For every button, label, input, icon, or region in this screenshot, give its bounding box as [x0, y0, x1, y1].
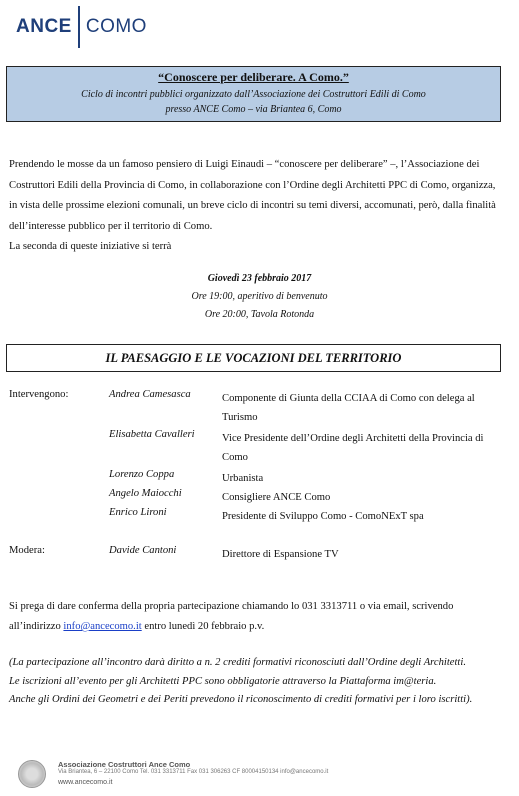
speaker-name: Andrea Camesasca [109, 389, 191, 400]
moderator-row [9, 545, 509, 564]
confirm-text-before: Si prega di dare conferma della propria partecipazione chiamando lo 031 3313711 o via email, scrivendo all’indirizzo [9, 601, 454, 632]
credits-line-2: Le iscrizioni all’evento per gli Architetti PPC sono obbligatorie attraverso la Piattaforma im@teria. [9, 675, 437, 687]
credits-line-1: (La partecipazione all’incontro darà diritto a n. 2 crediti formativi riconosciuti dall’Ordine degli Architetti. [9, 657, 466, 668]
speaker-role: Componente di Giunta della CCIAA di Como con delega al Turismo [222, 393, 475, 423]
speakers-list [9, 389, 509, 526]
speaker-row [9, 507, 509, 526]
speaker-name: Lorenzo Coppa [109, 469, 175, 480]
logo-brand: ANCE [16, 16, 72, 37]
speaker-row [9, 469, 509, 488]
ance-logo [16, 6, 147, 48]
event-time-aperitivo: Ore 19:00, aperitivo di benvenuto [191, 291, 328, 302]
moderator-label: Modera: [9, 545, 45, 556]
intro-text [9, 155, 501, 258]
speakers-label: Intervengono: [9, 389, 69, 400]
topic-title: IL PAESAGGIO E LE VOCAZIONI DEL TERRITORIO [6, 344, 501, 372]
speaker-role: Presidente di Sviluppo Como - ComoNExT spa [222, 511, 424, 522]
seal-icon [18, 760, 46, 788]
moderator-name: Davide Cantoni [109, 545, 177, 556]
credits-note [9, 654, 501, 710]
event-date: Giovedì 23 febbraio 2017 [207, 273, 312, 284]
speaker-name: Elisabetta Cavalleri [109, 429, 195, 440]
speaker-role: Consigliere ANCE Como [222, 492, 331, 503]
speaker-row [9, 389, 509, 427]
speaker-row [9, 488, 509, 507]
speaker-name: Enrico Lironi [109, 507, 167, 518]
confirmation-text [9, 597, 504, 637]
email-link[interactable]: info@ancecomo.it [63, 621, 142, 632]
speaker-name: Angelo Maiocchi [109, 488, 182, 499]
intro-paragraph: Prendendo le mosse da un famoso pensiero di Luigi Einaudi – “conoscere per deliberare” –, l’Associazione dei Costruttori Edili della Provincia di Como, in collaborazione con l’Ordine degli Architetti PPC di Como, organizza, in vista delle prossime elezioni comunali, un breve ciclo di incontri su temi diversi, accomunati, però, dalla finalità dell’interesse pubblico per il territorio di Como. [9, 159, 496, 232]
series-subtitle: Ciclo di incontri pubblici organizzato dall’Associazione dei Costruttori Edili di Como [81, 89, 426, 100]
confirm-text-after: entro lunedì 20 febbraio p.v. [141, 621, 265, 632]
series-location: presso ANCE Como – via Briantea 6, Como [165, 104, 342, 115]
speaker-role: Vice Presidente dell’Ordine degli Architetti della Provincia di Como [222, 433, 484, 463]
footer-org: Associazione Costruttori Ance Como [58, 760, 191, 769]
footer [18, 760, 508, 790]
logo-divider [78, 6, 80, 48]
series-title: “Conoscere per deliberare. A Como.” [158, 70, 349, 84]
event-info [0, 270, 519, 324]
footer-website: www.ancecomo.it [58, 779, 113, 786]
intro-followup: La seconda di queste iniziative si terrà [9, 241, 172, 252]
moderator-line [9, 545, 509, 564]
footer-address: Via Briantea, 6 – 22100 Como Tel. 031 3313711 Fax 031 306263 CF 80004150134 info@ancecomo.it [58, 769, 329, 775]
header-box [6, 66, 501, 122]
event-time-tavola: Ore 20:00, Tavola Rotonda [204, 309, 315, 320]
speaker-role: Urbanista [222, 473, 264, 484]
logo-city: COMO [85, 16, 147, 37]
credits-line-3: Anche gli Ordini dei Geometri e dei Periti prevedono il riconoscimento di crediti formativi per i loro iscritti). [9, 694, 473, 705]
speaker-row [9, 429, 509, 467]
moderator-role: Direttore di Espansione TV [222, 549, 339, 560]
